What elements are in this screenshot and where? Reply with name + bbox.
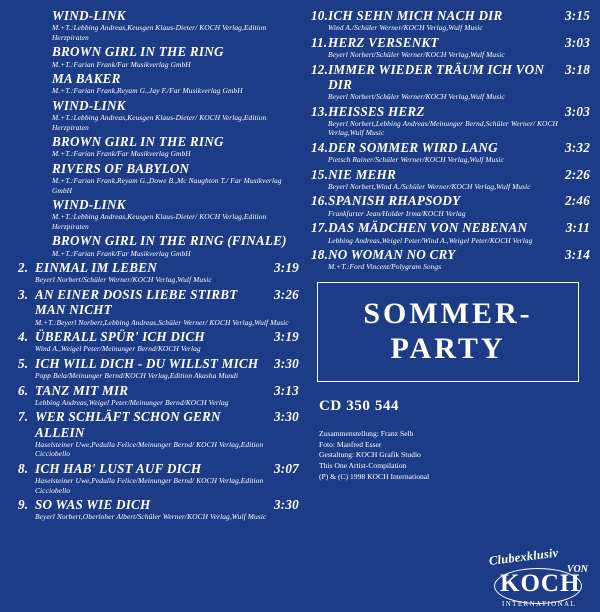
track-item bbox=[18, 461, 299, 495]
track-credit: M.+T.:Farian Frank/Far Musikverlag GmbH bbox=[52, 59, 191, 69]
track-title-line bbox=[311, 167, 590, 182]
track-credit: M.+T.:Farian Frank,Reyam G.,Dowe B.,Mc Naughton T./ Far Musikverlag GmbH bbox=[52, 176, 282, 195]
track-number: 6. bbox=[18, 382, 29, 398]
track-title: IMMER WIEDER TRÄUM ICH VON DIR bbox=[328, 61, 545, 92]
album-title-line2: PARTY bbox=[390, 331, 506, 365]
track-number: 18. bbox=[310, 247, 329, 263]
track-title-line bbox=[35, 161, 299, 176]
track-item bbox=[18, 409, 299, 459]
track-title-line bbox=[311, 62, 590, 93]
track-credit: M.+T.:Farian Frank/Far Musikverlag GmbH bbox=[52, 248, 191, 258]
track-title: DAS MÄDCHEN VON NEBENAN bbox=[328, 220, 528, 236]
track-item bbox=[18, 44, 299, 69]
track-title: HEISSES HERZ bbox=[328, 103, 425, 119]
track-title: ICH WILL DICH - DU WILLST MICH bbox=[35, 355, 259, 371]
track-number: 12. bbox=[310, 61, 329, 77]
track-item bbox=[311, 35, 590, 60]
track-credit: Beyerl Norbert,Lebbing Andreas/Meinunger Bernd,Schüler Werner/ KOCH Verlag,Wulf Music bbox=[327, 118, 558, 138]
track-title-line bbox=[35, 134, 299, 149]
track-duration: 3:30 bbox=[274, 497, 299, 513]
track-duration: 2:26 bbox=[565, 166, 590, 182]
album-info-block bbox=[311, 282, 590, 483]
track-item bbox=[311, 8, 590, 33]
track-title: TANZ MIT MIR bbox=[35, 382, 129, 398]
track-title: HERZ VERSENKT bbox=[327, 34, 439, 50]
track-number: 10. bbox=[310, 8, 329, 23]
track-title: SPANISH RHAPSODY bbox=[328, 193, 461, 209]
track-item bbox=[18, 197, 299, 231]
track-title-line bbox=[311, 8, 590, 23]
track-title-line bbox=[35, 233, 299, 248]
track-item bbox=[18, 161, 299, 195]
track-item bbox=[311, 62, 590, 102]
track-duration: 3:03 bbox=[565, 34, 590, 50]
track-title: RIVERS OF BABYLON bbox=[52, 160, 190, 176]
track-item bbox=[18, 497, 299, 522]
track-item bbox=[18, 8, 299, 42]
track-item bbox=[18, 98, 299, 132]
track-title: ICH SEHN MICH NACH DIR bbox=[328, 8, 503, 23]
track-number: 14. bbox=[310, 139, 329, 155]
legal-line-3: Gestaltung: KOCH Grafik Studio bbox=[318, 450, 421, 460]
track-title: WIND-LINK bbox=[52, 8, 126, 23]
track-credit: Beyerl Norbert/Schüler Werner/KOCH Verlag,Wulf Music bbox=[35, 275, 212, 285]
legal-credits bbox=[319, 429, 590, 483]
track-number: 2. bbox=[18, 260, 29, 276]
track-title: BROWN GIRL IN THE RING bbox=[52, 44, 224, 60]
track-item bbox=[311, 193, 590, 218]
tracklist-right-column bbox=[305, 8, 590, 606]
track-duration: 3:11 bbox=[565, 220, 590, 236]
track-title-line bbox=[18, 409, 299, 440]
track-title: EINMAL IM LEBEN bbox=[35, 260, 157, 276]
track-duration: 3:03 bbox=[565, 103, 590, 119]
track-item bbox=[18, 233, 299, 258]
track-title: BROWN GIRL IN THE RING (FINALE) bbox=[52, 233, 287, 249]
track-title-line bbox=[18, 383, 299, 398]
track-item bbox=[18, 329, 299, 354]
track-credit: M.+T.:Lebbing Andreas,Keusgen Klaus-Dieter/ KOCH Verlag,Edition Herzpiraten bbox=[52, 212, 267, 231]
international-label: INTERNATIONAL bbox=[502, 600, 577, 608]
track-title: NO WOMAN NO CRY bbox=[328, 247, 456, 263]
track-title-line bbox=[35, 98, 299, 113]
track-title-line bbox=[311, 35, 590, 50]
track-title-line bbox=[35, 8, 299, 23]
track-duration: 3:30 bbox=[274, 355, 299, 371]
track-title: NIE MEHR bbox=[328, 166, 397, 182]
track-credit: M.+T.:Beyerl Norbert,Lebbing Andreas,Schüler Werner/ KOCH Verlag,Wulf Music bbox=[35, 317, 289, 327]
track-title: WIND-LINK bbox=[52, 197, 126, 213]
track-title-line bbox=[35, 44, 299, 59]
track-title-line bbox=[311, 220, 590, 235]
track-title-line bbox=[311, 140, 590, 155]
track-number: 8. bbox=[18, 460, 29, 476]
koch-wordmark: KOCH bbox=[500, 570, 581, 597]
legal-line-2: Foto: Manfred Esser bbox=[318, 439, 382, 449]
track-number: 5. bbox=[18, 355, 29, 371]
track-credit: Popp Bela/Meinunger Bernd/KOCH Verlag,Edition Akasha Mundi bbox=[35, 371, 239, 381]
track-credit: M.+T.:Ford Vincent/Polygram Songs bbox=[327, 262, 442, 272]
track-number: 11. bbox=[310, 34, 328, 50]
track-title: WIND-LINK bbox=[52, 97, 126, 113]
track-credit: M.+T.:Lebbing Andreas,Keusgen Klaus-Dieter/ KOCH Verlag,Edition Herzpiraten bbox=[52, 23, 267, 42]
track-credit: Wind A./Schüler Werner/KOCH Verlag,Wulf Music bbox=[327, 23, 483, 33]
track-title-line bbox=[311, 193, 590, 208]
track-item bbox=[18, 383, 299, 408]
clubexklusiv-label: Clubexklusiv bbox=[488, 545, 560, 569]
track-credit: Beyerl Norbert/Schüler Werner/KOCH Verlag,Wulf Music bbox=[327, 50, 505, 60]
legal-line-5: (P) & (C) 1998 KOCH International bbox=[318, 471, 430, 481]
von-label: VON bbox=[566, 564, 588, 575]
track-credit: Beyerl Norbert/Schüler Werner/KOCH Verlag,Wulf Music bbox=[327, 92, 505, 102]
track-title: AN EINER DOSIS LIEBE STIRBT MAN NICHT bbox=[35, 286, 238, 318]
track-credit: M.+T.:Farian Frank/Far Musikverlag GmbH bbox=[52, 149, 191, 159]
track-number: 16. bbox=[310, 193, 329, 209]
right-tracklist bbox=[311, 8, 590, 272]
track-item bbox=[311, 167, 590, 192]
track-credit: M.+T.:Farian Frank,Reyam G.,Jay F./Far Musikverlag GmbH bbox=[52, 86, 243, 96]
legal-line-1: Zusammenstellung: Franz Selb bbox=[318, 428, 414, 438]
track-title: DER SOMMER WIRD LANG bbox=[328, 139, 498, 155]
catalog-number: CD 350 544 bbox=[318, 397, 400, 414]
track-title-line bbox=[35, 197, 299, 212]
track-credit: Frankfurter Jean/Holder Irma/KOCH Verlag bbox=[327, 208, 466, 218]
track-duration: 3:13 bbox=[274, 382, 299, 398]
track-duration: 3:32 bbox=[565, 139, 590, 155]
track-title: MA BAKER bbox=[52, 71, 121, 87]
track-number: 4. bbox=[18, 329, 29, 344]
track-credit: Haselsteiner Uwe,Pedulla Felice/Meinunger Bernd/ KOCH Verlag,Edition Cicciobello bbox=[35, 476, 264, 495]
track-credit: M.+T.:Lebbing Andreas,Keusgen Klaus-Dieter/ KOCH Verlag,Edition Herzpiraten bbox=[52, 113, 267, 132]
track-duration: 3:14 bbox=[565, 247, 590, 263]
track-item bbox=[311, 220, 590, 245]
track-number: 17. bbox=[310, 220, 329, 236]
track-title-line bbox=[35, 71, 299, 86]
track-title-line bbox=[18, 497, 299, 512]
track-item bbox=[311, 140, 590, 165]
album-title-line1: SOMMER- bbox=[363, 297, 533, 331]
track-title-line bbox=[18, 356, 299, 371]
track-credit: Wind A.,Weigel Peter/Meinunger Bernd/KOCH Verlag bbox=[35, 344, 201, 354]
track-credit: Beyerl Norbert,Oberloher Albert/Schüler Werner/KOCH Verlag,Wulf Music bbox=[35, 512, 267, 522]
track-item bbox=[18, 356, 299, 381]
track-number: 7. bbox=[18, 409, 29, 425]
track-duration: 3:30 bbox=[274, 409, 299, 425]
legal-line-4: This One Artist-Compilation bbox=[318, 461, 407, 471]
track-item bbox=[18, 260, 299, 285]
tracklist-left-column bbox=[10, 8, 305, 606]
track-title-line bbox=[311, 247, 590, 262]
track-title: WER SCHLÄFT SCHON GERN ALLEIN bbox=[35, 409, 221, 440]
track-duration: 3:19 bbox=[274, 260, 299, 276]
track-number: 15. bbox=[310, 166, 329, 182]
track-credit: Haselsteiner Uwe,Pedulla Felice/Meinunger Bernd/ KOCH Verlag,Edition Cicciobello bbox=[35, 439, 264, 459]
track-title-line bbox=[18, 461, 299, 476]
track-duration: 3:15 bbox=[565, 8, 590, 23]
track-title: BROWN GIRL IN THE RING bbox=[52, 134, 224, 150]
track-credit: Lebbing Andreas,Weigel Peter/Meinunger Bernd/KOCH Verlag bbox=[35, 397, 229, 407]
track-item bbox=[311, 247, 590, 272]
track-title: ÜBERALL SPÜR' ICH DICH bbox=[35, 329, 205, 344]
track-item bbox=[18, 71, 299, 96]
track-item bbox=[311, 104, 590, 138]
track-credit: Lebbing Andreas,Weigel Peter/Wind A.,Weigel Peter/KOCH Verlag bbox=[327, 235, 533, 245]
track-title: ICH HAB' LUST AUF DICH bbox=[35, 460, 202, 476]
track-duration: 3:07 bbox=[274, 460, 299, 476]
track-number: 9. bbox=[18, 497, 29, 513]
track-duration: 3:26 bbox=[274, 286, 299, 302]
track-item bbox=[18, 287, 299, 327]
track-duration: 2:46 bbox=[565, 193, 590, 209]
track-title-line bbox=[18, 329, 299, 344]
track-title-line bbox=[18, 260, 299, 275]
koch-international-logo bbox=[488, 545, 594, 608]
track-duration: 3:19 bbox=[274, 329, 299, 344]
track-credit: Beyerl Norbert,Wind A./Schüler Werner/KOCH Verlag,Wulf Music bbox=[327, 182, 531, 191]
track-title-line bbox=[311, 104, 590, 119]
track-number: 3. bbox=[18, 286, 29, 302]
track-title: SO WAS WIE DICH bbox=[35, 497, 151, 513]
album-title-box bbox=[317, 282, 579, 382]
track-credit: Pietsch Rainer/Schüler Werner/KOCH Verlag,Wulf Music bbox=[327, 155, 504, 165]
track-item bbox=[18, 134, 299, 159]
track-title-line bbox=[18, 287, 299, 318]
track-duration: 3:18 bbox=[565, 61, 590, 77]
track-number: 13. bbox=[310, 103, 329, 119]
